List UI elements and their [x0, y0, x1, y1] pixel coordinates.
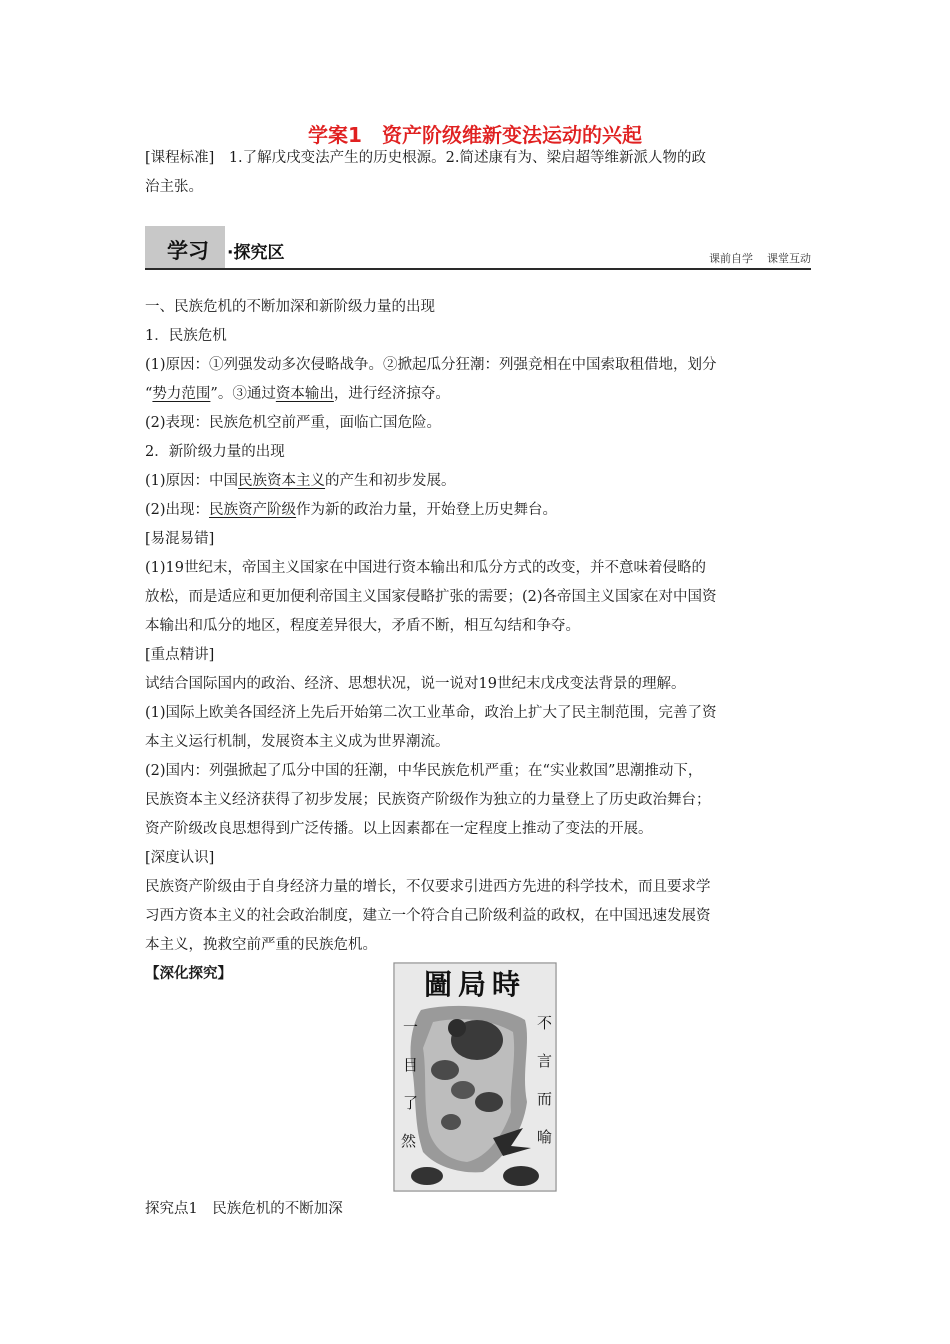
confuse-line-2: 放松，而是适应和更加便利帝国主义国家侵略扩张的需要；(2)各帝国主义国家在对中国资 — [145, 589, 717, 605]
deep-line-3: 本主义，挽救空前严重的民族危机。 — [145, 937, 377, 953]
main-content — [145, 293, 811, 989]
appear-line — [145, 496, 811, 525]
key-question: 试结合国际国内的政治、经济、思想状况，说一说对19世纪末戊戌变法背景的理解。 — [145, 676, 686, 692]
text-fragment: 作为新的政治力量，开始登上历史舞台。 — [296, 502, 558, 518]
text-fragment: ，进行经济掠夺。 — [333, 386, 450, 402]
cartoon-left-char-2: 目 — [403, 1056, 419, 1074]
text-fragment: (2)出现： — [145, 502, 210, 518]
banner-box — [145, 226, 225, 268]
confuse-line-3: 本输出和瓜分的地区，程度差异很大，矛盾不断，相互勾结和争夺。 — [145, 618, 580, 634]
explore-label: 【深化探究】 — [145, 966, 232, 982]
confuse-line-1: (1)19世纪末，帝国主义国家在中国进行资本输出和瓜分方式的改变，并不意味着侵略的 — [145, 560, 706, 576]
section-banner — [145, 226, 811, 270]
item-heading-2: 2．新阶级力量的出现 — [145, 444, 285, 460]
text-fragment: “ — [145, 386, 153, 402]
reason-line — [145, 467, 811, 496]
key-answer-1b: 本主义运行机制，发展资本主义成为世界潮流。 — [145, 734, 450, 750]
cartoon-right-char-4: 喻 — [537, 1128, 553, 1146]
deep-line-2: 习西方资本主义的社会政治制度，建立一个符合自己阶级利益的政权，在中国迅速发展资 — [145, 908, 711, 924]
text-fragment: 的产生和初步发展。 — [325, 473, 456, 489]
banner-tag-self-study: 课前自学 — [709, 252, 753, 265]
cartoon-right-char-1: 不 — [537, 1014, 553, 1032]
text-fragment: (1)原因：中国 — [145, 473, 239, 489]
deep-line-1: 民族资产阶级由于自身经济力量的增长，不仅要求引进西方先进的科学技术，而且要求学 — [145, 879, 711, 895]
banner-rule — [145, 268, 811, 270]
item-heading-1: 1．民族危机 — [145, 328, 227, 344]
cause-line-1: (1)原因：①列强发动多次侵略战争。②掀起瓜分狂潮：列强竞相在中国索取租借地，划分 — [145, 357, 717, 373]
banner-tags — [695, 250, 811, 266]
deep-label: [深度认识] — [145, 850, 215, 866]
explore-point-1: 探究点1 民族危机的不断加深 — [145, 1201, 343, 1217]
manifest-line: (2)表现：民族危机空前严重，面临亡国危险。 — [145, 415, 442, 431]
cartoon-image — [393, 962, 557, 1192]
section-heading: 一、民族危机的不断加深和新阶级力量的出现 — [145, 299, 435, 315]
standard-text-2: 治主张。 — [145, 179, 203, 195]
key-answer-1a: (1)国际上欧美各国经济上先后开始第二次工业革命，政治上扩大了民主制范围，完善了资 — [145, 705, 717, 721]
explore-point — [145, 1195, 811, 1224]
standard-text-1: 1.了解戊戌变法产生的历史根源。2.简述康有为、梁启超等维新派人物的政 — [214, 150, 706, 166]
underlined-term: 势力范围 — [152, 386, 211, 402]
cause-line-2 — [145, 380, 811, 409]
underlined-term: 资本输出 — [275, 386, 334, 402]
confuse-label: [易混易错] — [145, 531, 215, 547]
page-title: 学案1 资产阶级维新变法运动的兴起 — [308, 123, 642, 147]
banner-tag-interaction: 课堂互动 — [767, 252, 811, 265]
cartoon-right-char-3: 而 — [537, 1090, 553, 1108]
banner-sub: ·探究区 — [227, 243, 285, 263]
cartoon-illustration — [393, 962, 557, 1192]
cartoon-title: 圖局時 — [423, 968, 527, 1001]
standard-label: [课程标准] — [145, 150, 215, 166]
text-fragment: ”。③通过 — [210, 386, 276, 402]
banner-main: 学习 — [167, 239, 209, 263]
cartoon-left-char-1: 一 — [403, 1018, 419, 1036]
underlined-term: 民族资产阶级 — [209, 502, 297, 518]
cartoon-left-char-4: 然 — [401, 1132, 417, 1150]
curriculum-standard — [145, 144, 811, 202]
key-answer-2a: (2)国内：列强掀起了瓜分中国的狂潮，中华民族危机严重；在“实业救国”思潮推动下， — [145, 763, 703, 779]
underlined-term: 民族资本主义 — [238, 473, 326, 489]
key-label: [重点精讲] — [145, 647, 215, 663]
cartoon-right-char-2: 言 — [537, 1052, 553, 1070]
cartoon-left-char-3: 了 — [403, 1094, 419, 1112]
key-answer-2c: 资产阶级改良思想得到广泛传播。以上因素都在一定程度上推动了变法的开展。 — [145, 821, 653, 837]
key-answer-2b: 民族资本主义经济获得了初步发展；民族资产阶级作为独立的力量登上了历史政治舞台； — [145, 792, 711, 808]
